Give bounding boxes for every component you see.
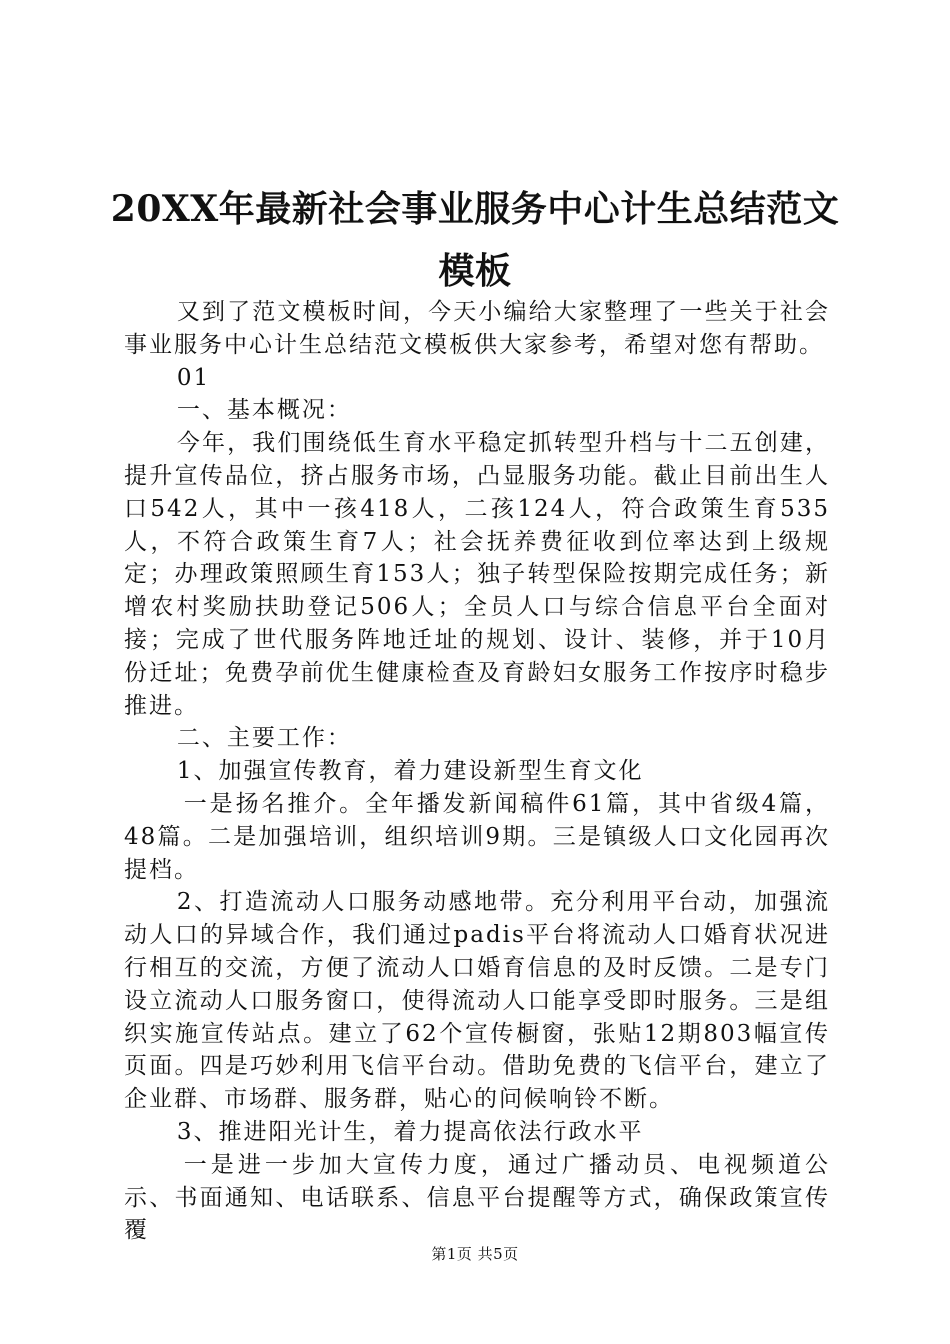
subheading-publicity: 1、加强宣传教育，着力建设新型生育文化 [176, 758, 644, 785]
heading-main-work: 二、主要工作： [176, 725, 352, 752]
paragraph-intro: 又到了范文模板时间，今天小编给大家整理了一些关于社会事业服务中心计生总结范文模板供大家参考，希望对您有帮助。 [124, 299, 830, 358]
document-title: 20XX年最新社会事业服务中心计生总结范文模板 [110, 188, 840, 292]
paragraph-overview: 今年，我们围绕低生育水平稳定抓转型升档与十二五创建，提升宣传品位，挤占服务市场，凸显服务功能。截止目前出生人口542人，其中一孩418人，二孩124人，符合政策生育535人，不符合政策生育7人；社会抚养费征收到位率达到上级规定；办理政策照顾生育153人；独子转型保险按期完成任务；新增农村奖励扶助登记506人；全员人口与综合信息平台全面对接；完成了世代服务阵地迁址的规划、设计、装修，并于10月份迁址；免费孕前优生健康检查及育龄妇女服务工作按序时稳步推进。 [124, 430, 830, 719]
page-footer: 第1页 共5页 [431, 1245, 519, 1263]
subheading-sunshine: 3、推进阳光计生，着力提高依法行政水平 [176, 1118, 644, 1145]
paragraph-sunshine: 一是进一步加大宣传力度，通过广播动员、电视频道公示、书面通知、电话联系、信息平台提醒等方式，确保政策宣传覆 [124, 1151, 830, 1244]
paragraph-section-number: 01 [176, 364, 211, 391]
heading-basic-overview: 一、基本概况： [176, 397, 352, 424]
paragraph-floating-population: 2、打造流动人口服务动感地带。充分利用平台动，加强流动人口的异域合作，我们通过padis平台将流动人口婚育状况进行相互的交流，方便了流动人口婚育信息的及时反馈。二是专门设立流动人口服务窗口，使得流动人口能享受即时服务。三是组织实施宣传站点。建立了62个宣传橱窗，张贴12期803幅宣传页面。四是巧妙利用飞信平台动。借助免费的飞信平台，建立了企业群、市场群、服务群，贴心的问候响铃不断。 [124, 889, 830, 1113]
paragraph-publicity: 一是扬名推介。全年播发新闻稿件61篇，其中省级4篇，48篇。二是加强培训，组织培训9期。三是镇级人口文化园再次提档。 [124, 790, 830, 883]
document-body [124, 296, 830, 1247]
